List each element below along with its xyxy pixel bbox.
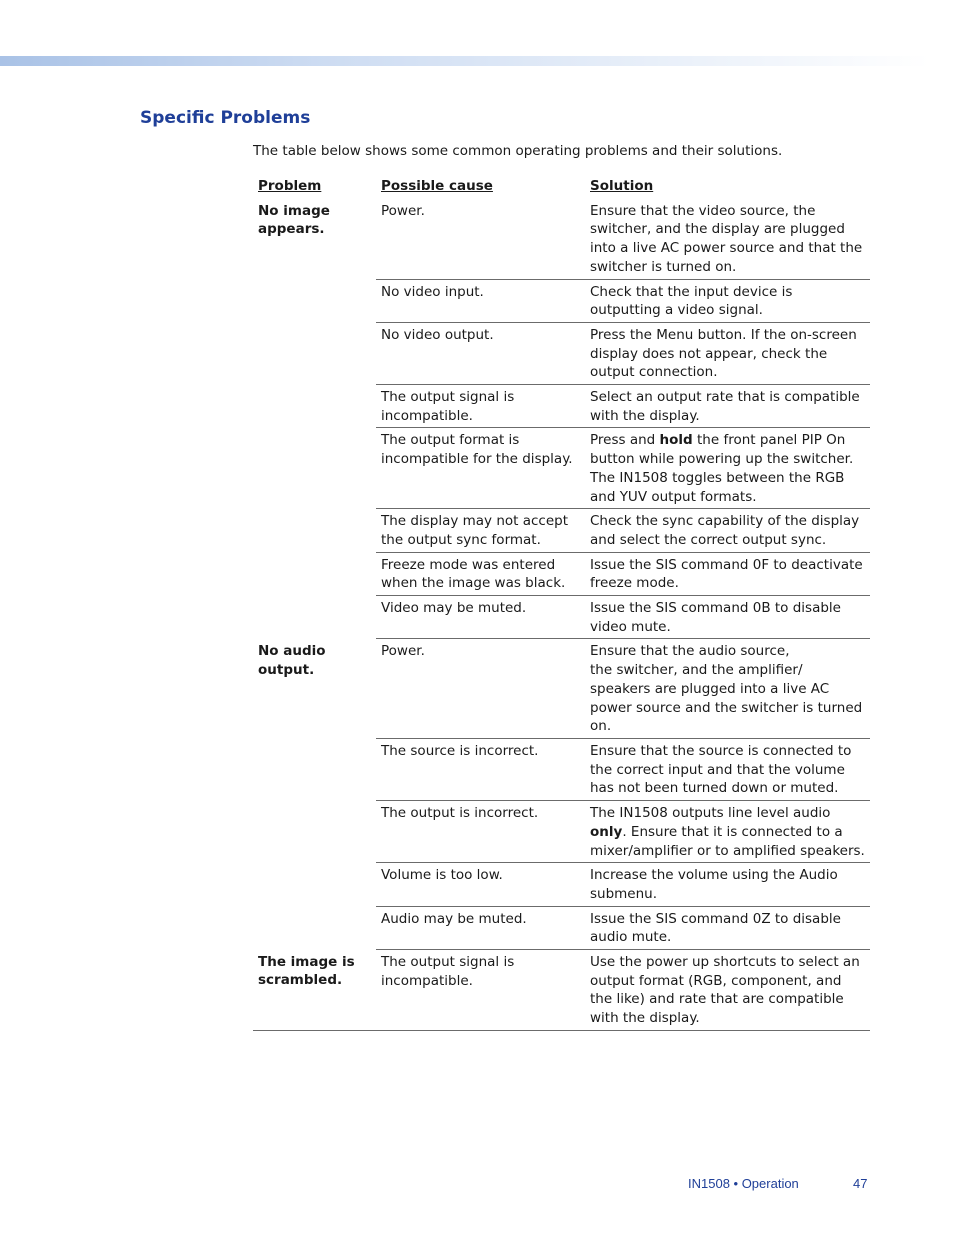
solution-cell — [585, 509, 870, 552]
solution-cell — [585, 322, 870, 384]
table-row — [253, 639, 870, 739]
solution-emphasis: hold — [659, 432, 693, 449]
solution-text: the switcher, and the amplifier/ speakers are plugged into a live AC power source and the switcher is turned on. — [590, 662, 863, 735]
solution-text: The IN1508 outputs line level audio — [590, 805, 831, 822]
footer-page-number: 47 — [853, 1176, 868, 1191]
header-problem: Problem — [258, 178, 322, 194]
table-row — [253, 199, 870, 279]
solution-text: the front panel PIP On button while powering up the switcher. The IN1508 toggles between the RGB and YUV output formats. — [590, 432, 854, 505]
troubleshooting-table — [253, 176, 870, 1031]
section-title: Specific Problems — [140, 108, 311, 128]
cause-cell: Video may be muted. — [376, 596, 585, 639]
problem-cell: The image is scrambled. — [253, 950, 376, 1031]
cause-cell: The output is incorrect. — [376, 801, 585, 863]
solution-cell — [585, 199, 870, 279]
cause-cell: The source is incorrect. — [376, 738, 585, 800]
solution-text: Issue the SIS command 0Z to disable audio mute. — [590, 910, 841, 946]
intro-text: The table below shows some common operating problems and their solutions. — [253, 143, 783, 159]
solution-text: Check that the input device is outputting a video signal. — [590, 283, 793, 319]
solution-text: Ensure that the video source, the switcher, and the display are plugged into a live AC power source and that the switcher is turned on. — [590, 202, 863, 275]
solution-cell — [585, 863, 870, 906]
cause-cell: Volume is too low. — [376, 863, 585, 906]
solution-cell — [585, 639, 870, 739]
solution-text: Use the power up shortcuts to select an output format (RGB, component, and the like) and rate that are compatible with the display. — [590, 954, 860, 1027]
cause-cell: Freeze mode was entered when the image was black. — [376, 552, 585, 595]
header-color-band — [0, 56, 930, 66]
solution-cell — [585, 385, 870, 428]
solution-cell — [585, 428, 870, 509]
solution-cell — [585, 801, 870, 863]
solution-text: Ensure that the source is connected to the correct input and that the volume has not been turned down or muted. — [590, 742, 852, 797]
solution-cell — [585, 906, 870, 949]
solution-text: Ensure that the audio source, — [590, 643, 790, 660]
cause-cell: The display may not accept the output sync format. — [376, 509, 585, 552]
problem-cell: No image appears. — [258, 202, 330, 238]
solution-cell — [585, 552, 870, 595]
footer-doc-title: IN1508 • Operation — [688, 1176, 799, 1191]
solution-cell — [585, 596, 870, 639]
table-header-row — [253, 176, 870, 199]
table-row — [253, 950, 870, 1031]
problem-cell: No audio output. — [258, 642, 326, 678]
solution-text: Select an output rate that is compatible with the display. — [590, 389, 860, 424]
solution-text: Increase the volume using the Audio submenu. — [590, 867, 838, 902]
cause-cell: Power. — [376, 199, 585, 279]
solution-text: Issue the SIS command 0B to disable video mute. — [590, 600, 841, 635]
solution-text: Press and — [590, 432, 660, 449]
header-possible-cause: Possible cause — [381, 178, 493, 194]
table-body — [253, 199, 870, 1031]
cause-cell: No video input. — [376, 279, 585, 322]
solution-text: Issue the SIS command 0F to deactivate freeze mode. — [590, 556, 863, 592]
solution-cell — [585, 738, 870, 800]
solution-cell — [585, 950, 870, 1031]
cause-cell: Audio may be muted. — [376, 906, 585, 949]
solution-cell — [585, 279, 870, 322]
solution-text: Press the Menu button. If the on-screen display does not appear, check the output connection. — [590, 326, 857, 381]
cause-cell: No video output. — [376, 322, 585, 384]
cause-cell: Power. — [376, 639, 585, 739]
cause-cell: The output format is incompatible for the display. — [376, 428, 585, 509]
cause-cell: The output signal is incompatible. — [376, 385, 585, 428]
solution-text: . Ensure that it is connected to a mixer/amplifier or to amplified speakers. — [590, 823, 865, 859]
cause-cell: The output signal is incompatible. — [376, 950, 585, 1031]
header-solution: Solution — [590, 178, 654, 194]
solution-emphasis: only — [590, 823, 623, 840]
solution-text: Check the sync capability of the display and select the correct output sync. — [590, 513, 860, 548]
